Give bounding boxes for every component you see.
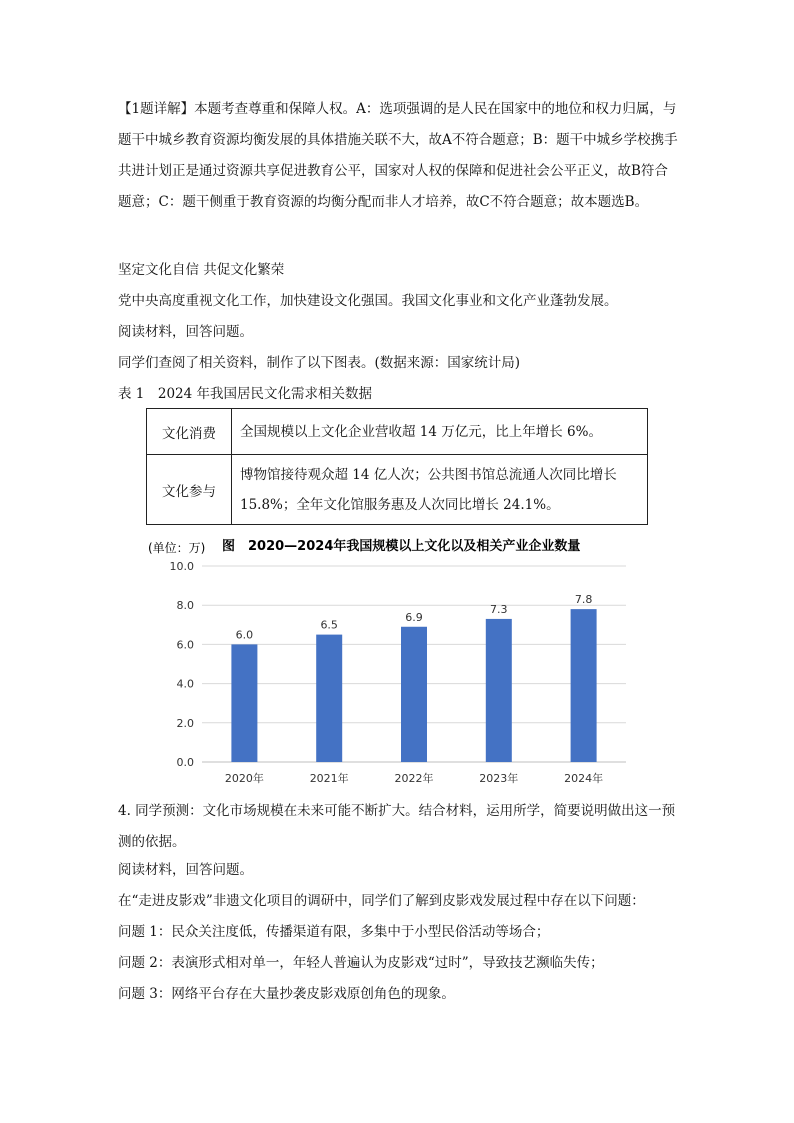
x-tick-label: 2024年 <box>564 772 604 785</box>
section-intro: 党中央高度重视文化工作，加快建设文化强国。我国文化事业和文化产业蓬勃发展。 <box>118 293 618 309</box>
y-axis-ticks <box>170 560 195 769</box>
table-caption: 表 1 2024 年我国居民文化需求相关数据 <box>118 386 373 402</box>
table-row <box>147 455 648 525</box>
y-tick-label: 10.0 <box>169 560 194 573</box>
enterprise-count-bar-chart <box>130 530 630 792</box>
y-tick-label: 4.0 <box>176 677 194 691</box>
x-tick-label: 2023年 <box>479 772 519 785</box>
reading-instruction-2: 阅读材料，回答问题。 <box>118 862 253 878</box>
x-tick-label: 2021年 <box>309 772 349 785</box>
x-tick-label: 2020年 <box>224 772 264 785</box>
question-4: 4. 同学预测：文化市场规模在未来可能不断扩大。结合材料，运用所学，简要说明做出这一预测的依据。 <box>118 803 676 850</box>
chart-bars <box>231 593 596 762</box>
y-tick-label: 6.0 <box>176 638 194 652</box>
y-tick-label: 2.0 <box>176 716 194 730</box>
bar-value-label: 7.3 <box>490 602 508 616</box>
culture-demand-table <box>146 408 648 525</box>
row-content: 博物馆接待观众超 14 亿人次；公共图书馆总流通人次同比增长 15.8%；全年文化馆服务惠及人次同比增长 24.1%。 <box>232 455 648 525</box>
row-label: 文化消费 <box>147 409 232 455</box>
x-tick-label: 2022年 <box>394 772 434 785</box>
answer-explanation: 【1题详解】本题考查尊重和保障人权。A：选项强调的是人民在国家中的地位和权力归属，与题干中城乡教育资源均衡发展的具体措施关联不大，故A不符合题意；B：题干中城乡学校携手共进计划正是通过资源共享促进教育公平，国家对人权的保障和促进社会公平正义，故B符合题意；C：题干侧重于教育资源的均衡分配而非人才培养，故C不符合题意；故本题选B。 <box>118 101 678 210</box>
bar-value-label: 6.9 <box>405 610 423 624</box>
chart-unit-label: (单位：万) <box>148 541 206 555</box>
shadow-play-intro: 在“走进皮影戏”非遗文化项目的调研中，同学们了解到皮影戏发展过程中存在以下问题： <box>118 893 645 909</box>
bar <box>571 609 597 762</box>
row-content: 全国规模以上文化企业营收超 14 万亿元，比上年增长 6%。 <box>232 409 648 455</box>
bar <box>486 619 512 762</box>
x-axis-ticks <box>225 771 603 785</box>
table-row <box>147 409 648 455</box>
y-tick-label: 0.0 <box>176 756 194 769</box>
bar <box>231 644 257 762</box>
reading-instruction: 阅读材料，回答问题。 <box>118 324 253 340</box>
source-note: 同学们查阅了相关资料，制作了以下图表。(数据来源：国家统计局) <box>118 355 521 371</box>
bar <box>401 627 427 762</box>
row-label: 文化参与 <box>147 455 232 525</box>
problem-2: 问题 2：表演形式相对单一，年轻人普遍认为皮影戏“过时”，导致技艺濒临失传； <box>118 955 604 971</box>
y-tick-label: 8.0 <box>176 599 194 613</box>
bar-value-label: 6.0 <box>235 628 254 642</box>
bar-value-label: 6.5 <box>320 618 338 632</box>
bar-value-label: 7.8 <box>574 593 593 607</box>
bar <box>316 635 342 762</box>
problem-1: 问题 1：民众关注度低，传播渠道有限，多集中于小型民俗活动等场合； <box>118 924 550 940</box>
problem-3: 问题 3：网络平台存在大量抄袭皮影戏原创角色的现象。 <box>118 986 455 1002</box>
chart-title: 图 2020—2024年我国规模以上文化以及相关产业企业数量 <box>222 539 581 554</box>
section-title: 坚定文化自信 共促文化繁荣 <box>118 262 285 278</box>
